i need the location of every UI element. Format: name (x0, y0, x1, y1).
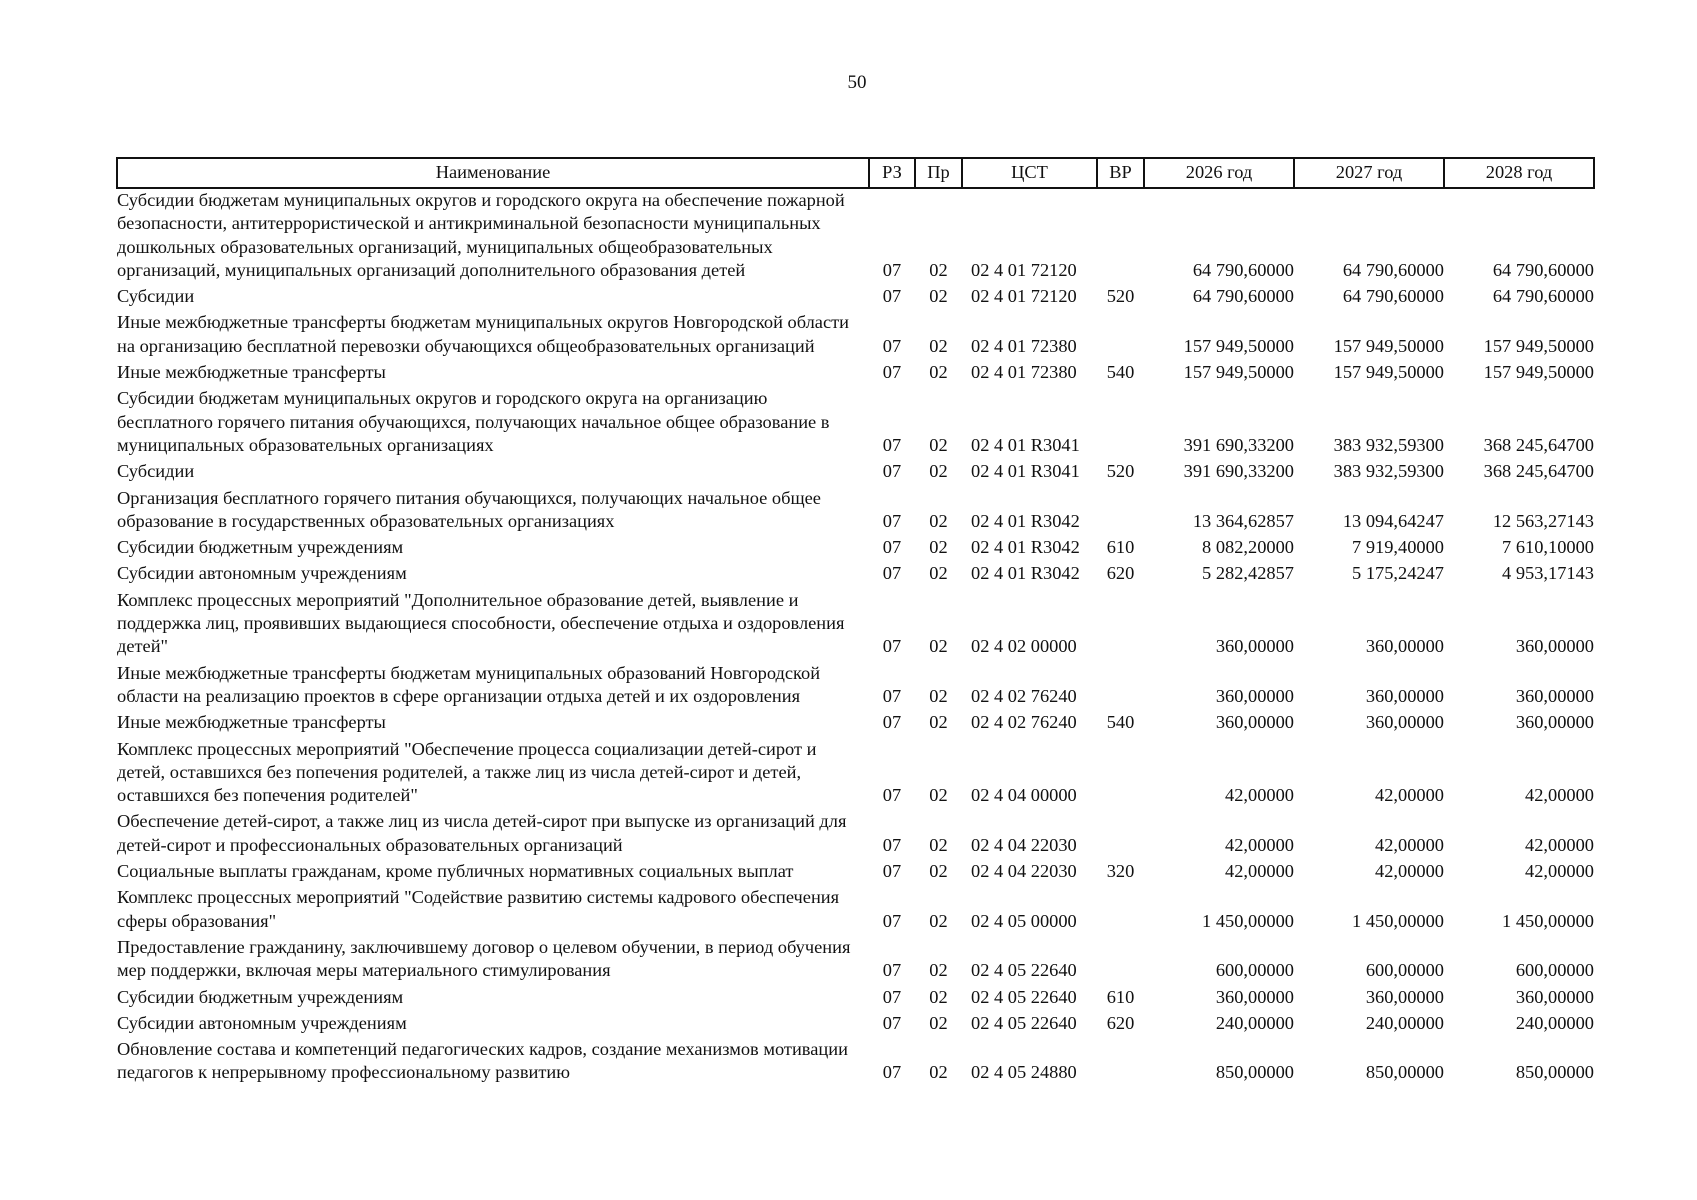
row-2027: 850,00000 (1365, 1062, 1444, 1083)
header-name: Наименование (117, 158, 869, 188)
row-2028: 368 245,64700 (1483, 434, 1594, 455)
row-2026: 391 690,33200 (1183, 461, 1294, 482)
table-row (117, 860, 1594, 886)
row-vr (1097, 662, 1144, 712)
row-2026: 360,00000 (1215, 685, 1294, 706)
row-2027: 600,00000 (1365, 960, 1444, 981)
header-2026: 2026 год (1144, 158, 1294, 188)
row-name: Субсидии автономным учреждениям (117, 1012, 407, 1033)
row-pr: 02 (929, 434, 948, 455)
row-2026: 1 450,00000 (1202, 910, 1294, 931)
row-rz: 07 (882, 434, 902, 455)
row-vr (1097, 936, 1144, 986)
row-2027: 64 790,60000 (1342, 259, 1444, 280)
row-pr: 02 (929, 335, 948, 356)
row-cst: 02 4 01 R3042 (971, 510, 1080, 531)
row-2028: 42,00000 (1525, 785, 1594, 806)
row-cst: 02 4 02 76240 (971, 712, 1077, 733)
row-2028: 360,00000 (1515, 986, 1594, 1007)
row-rz: 07 (882, 335, 902, 356)
row-name: Субсидии бюджетам муниципальных округов и городского округа на обеспечение пожарной безопасности, антитеррористической и антикриминальной безопасности муниципальных дошкольных образовательных организаций, муниципальных общеобразовательных организаций, муниципальных организаций дополнительного образования детей (117, 190, 845, 280)
row-2027: 383 932,59300 (1333, 434, 1444, 455)
table-row (117, 188, 1594, 285)
row-name: Субсидии бюджетам муниципальных округов и городского округа на организацию бесплатного горячего питания обучающихся, получающих начальное общее образование в муниципальных образовательных организациях (117, 388, 830, 455)
row-pr: 02 (929, 510, 948, 531)
row-2026: 600,00000 (1215, 960, 1294, 981)
row-cst: 02 4 05 00000 (971, 910, 1077, 931)
row-pr: 02 (929, 636, 948, 657)
row-name: Иные межбюджетные трансферты (117, 362, 386, 383)
table-row (117, 738, 1594, 811)
budget-table (116, 157, 1595, 1088)
row-2028: 360,00000 (1515, 636, 1594, 657)
row-2028: 850,00000 (1515, 1062, 1594, 1083)
row-vr: 610 (1106, 986, 1135, 1007)
row-2027: 360,00000 (1365, 636, 1444, 657)
row-2028: 42,00000 (1525, 861, 1594, 882)
row-2027: 383 932,59300 (1333, 461, 1444, 482)
row-pr: 02 (929, 563, 948, 584)
row-rz: 07 (882, 1062, 902, 1083)
row-cst: 02 4 05 24880 (971, 1062, 1077, 1083)
row-2026: 157 949,50000 (1183, 362, 1294, 383)
row-2028: 7 610,10000 (1502, 537, 1594, 558)
table-row (117, 285, 1594, 311)
row-2028: 4 953,17143 (1502, 563, 1594, 584)
row-2027: 240,00000 (1365, 1012, 1444, 1033)
row-2028: 157 949,50000 (1483, 335, 1594, 356)
row-name: Организация бесплатного горячего питания обучающихся, получающих начальное общее образование в государственных образовательных организациях (117, 487, 821, 531)
row-cst: 02 4 02 00000 (971, 636, 1077, 657)
row-cst: 02 4 05 22640 (971, 960, 1077, 981)
row-2026: 42,00000 (1225, 834, 1294, 855)
row-rz: 07 (882, 834, 902, 855)
header-row (117, 158, 1594, 188)
table-row (117, 986, 1594, 1012)
row-2028: 12 563,27143 (1492, 510, 1594, 531)
row-2026: 240,00000 (1215, 1012, 1294, 1033)
row-2026: 13 364,62857 (1192, 510, 1294, 531)
row-name: Иные межбюджетные трансферты бюджетам муниципальных округов Новгородской области на организацию бесплатной перевозки обучающихся общеобразовательных организаций (117, 312, 850, 356)
row-cst: 02 4 05 22640 (971, 1012, 1077, 1033)
table-body (117, 188, 1594, 1088)
row-pr: 02 (929, 785, 948, 806)
row-2027: 157 949,50000 (1333, 335, 1444, 356)
row-2027: 5 175,24247 (1352, 563, 1444, 584)
header-2028: 2028 год (1444, 158, 1594, 188)
row-vr: 610 (1106, 537, 1135, 558)
row-pr: 02 (929, 362, 948, 383)
row-2026: 5 282,42857 (1202, 563, 1294, 584)
row-pr: 02 (929, 986, 948, 1007)
row-cst: 02 4 04 22030 (971, 834, 1077, 855)
row-pr: 02 (929, 537, 948, 558)
row-rz: 07 (882, 685, 902, 706)
row-cst: 02 4 01 72120 (971, 259, 1077, 280)
table-row (117, 487, 1594, 537)
row-vr (1097, 589, 1144, 662)
row-vr (1097, 387, 1144, 460)
row-vr (1097, 886, 1144, 936)
table-row (117, 810, 1594, 860)
row-rz: 07 (882, 461, 902, 482)
row-pr: 02 (929, 861, 948, 882)
row-cst: 02 4 01 R3041 (971, 434, 1080, 455)
row-rz: 07 (882, 785, 902, 806)
row-pr: 02 (929, 259, 948, 280)
table-row (117, 662, 1594, 712)
row-2028: 64 790,60000 (1492, 286, 1594, 307)
row-pr: 02 (929, 1012, 948, 1033)
header-pr: Пр (915, 158, 962, 188)
row-name: Иные межбюджетные трансферты бюджетам муниципальных образований Новгородской области на реализацию проектов в сфере организации отдыха детей и их оздоровления (117, 662, 821, 706)
row-rz: 07 (882, 712, 902, 733)
row-2027: 7 919,40000 (1352, 537, 1444, 558)
row-vr (1097, 487, 1144, 537)
row-pr: 02 (929, 461, 948, 482)
row-2027: 360,00000 (1365, 712, 1444, 733)
row-2026: 360,00000 (1215, 986, 1294, 1007)
row-rz: 07 (882, 1012, 902, 1033)
table-row (117, 311, 1594, 361)
table-row (117, 936, 1594, 986)
row-2026: 64 790,60000 (1192, 286, 1294, 307)
row-name: Иные межбюджетные трансферты (117, 712, 386, 733)
header-rz: РЗ (869, 158, 915, 188)
row-2027: 42,00000 (1375, 834, 1444, 855)
row-name: Субсидии бюджетным учреждениям (117, 986, 404, 1007)
table-row (117, 1038, 1594, 1088)
row-rz: 07 (882, 861, 902, 882)
row-name: Социальные выплаты гражданам, кроме публичных нормативных социальных выплат (117, 861, 794, 882)
row-rz: 07 (882, 362, 902, 383)
header-cst: ЦСТ (962, 158, 1097, 188)
row-pr: 02 (929, 712, 948, 733)
row-vr: 620 (1106, 1012, 1135, 1033)
row-rz: 07 (882, 636, 902, 657)
row-name: Предоставление гражданину, заключившему договор о целевом обучении, в период обучения мер поддержки, включая меры материального стимулирования (117, 936, 851, 981)
table-row (117, 589, 1594, 662)
row-pr: 02 (929, 1062, 948, 1083)
row-2027: 42,00000 (1375, 785, 1444, 806)
row-2026: 8 082,20000 (1202, 537, 1294, 558)
row-2026: 360,00000 (1215, 712, 1294, 733)
row-pr: 02 (929, 910, 948, 931)
table-header (117, 158, 1594, 188)
row-2027: 1 450,00000 (1352, 910, 1444, 931)
row-name: Комплекс процессных мероприятий "Обеспечение процесса социализации детей-сирот и детей, оставшихся без попечения родителей, а также лиц из числа детей-сирот и детей, оставшихся без попечения родителей" (117, 738, 817, 806)
row-vr: 540 (1106, 712, 1135, 733)
row-2028: 360,00000 (1515, 712, 1594, 733)
table-row (117, 387, 1594, 460)
row-cst: 02 4 01 72120 (971, 286, 1077, 307)
page-number: 50 (847, 72, 867, 93)
table-row (117, 562, 1594, 588)
table-row (117, 361, 1594, 387)
row-2026: 64 790,60000 (1192, 259, 1294, 280)
row-2026: 391 690,33200 (1183, 434, 1294, 455)
row-cst: 02 4 02 76240 (971, 685, 1077, 706)
row-rz: 07 (882, 259, 902, 280)
row-rz: 07 (882, 537, 902, 558)
table-row (117, 536, 1594, 562)
row-cst: 02 4 04 22030 (971, 861, 1077, 882)
row-2028: 368 245,64700 (1483, 461, 1594, 482)
row-2028: 600,00000 (1515, 960, 1594, 981)
row-2026: 850,00000 (1215, 1062, 1294, 1083)
row-name: Субсидии (117, 286, 195, 307)
row-vr (1097, 311, 1144, 361)
header-vr: ВР (1097, 158, 1144, 188)
row-2026: 157 949,50000 (1183, 335, 1294, 356)
row-rz: 07 (882, 960, 902, 981)
row-name: Комплекс процессных мероприятий "Дополнительное образование детей, выявление и поддержка лиц, проявивших выдающиеся способности, обеспечение отдыха и оздоровления детей" (117, 589, 845, 657)
row-name: Субсидии (117, 461, 195, 482)
row-rz: 07 (882, 563, 902, 584)
table-row (117, 886, 1594, 936)
row-name: Комплекс процессных мероприятий "Содействие развитию системы кадрового обеспечения сферы образования" (117, 887, 840, 931)
row-2026: 360,00000 (1215, 636, 1294, 657)
row-vr: 320 (1106, 861, 1135, 882)
row-rz: 07 (882, 910, 902, 931)
row-2028: 360,00000 (1515, 685, 1594, 706)
table-row (117, 460, 1594, 486)
row-2028: 240,00000 (1515, 1012, 1594, 1033)
row-cst: 02 4 01 R3041 (971, 461, 1080, 482)
row-cst: 02 4 01 R3042 (971, 537, 1080, 558)
row-2027: 42,00000 (1375, 861, 1444, 882)
row-2026: 42,00000 (1225, 861, 1294, 882)
row-name: Обновление состава и компетенций педагогических кадров, создание механизмов мотивации педагогов к непрерывному профессиональному развитию (117, 1039, 848, 1083)
row-cst: 02 4 01 R3042 (971, 563, 1080, 584)
row-vr (1097, 810, 1144, 860)
table-row (117, 1012, 1594, 1038)
row-rz: 07 (882, 510, 902, 531)
row-cst: 02 4 01 72380 (971, 335, 1077, 356)
row-name: Субсидии бюджетным учреждениям (117, 537, 404, 558)
row-2027: 360,00000 (1365, 986, 1444, 1007)
row-2027: 360,00000 (1365, 685, 1444, 706)
row-cst: 02 4 05 22640 (971, 986, 1077, 1007)
row-vr: 520 (1106, 286, 1135, 307)
row-2028: 42,00000 (1525, 834, 1594, 855)
row-pr: 02 (929, 834, 948, 855)
row-vr: 620 (1106, 563, 1135, 584)
row-vr (1097, 1038, 1144, 1088)
row-2028: 64 790,60000 (1492, 259, 1594, 280)
row-cst: 02 4 01 72380 (971, 362, 1077, 383)
row-cst: 02 4 04 00000 (971, 785, 1077, 806)
row-vr: 540 (1106, 362, 1135, 383)
row-pr: 02 (929, 286, 948, 307)
row-rz: 07 (882, 286, 902, 307)
row-2028: 157 949,50000 (1483, 362, 1594, 383)
row-pr: 02 (929, 685, 948, 706)
row-vr (1097, 738, 1144, 811)
table-row (117, 711, 1594, 737)
row-name: Обеспечение детей-сирот, а также лиц из числа детей-сирот при выпуске из организаций для детей-сирот и профессиональных образовательных организаций (117, 811, 847, 855)
row-vr (1097, 188, 1144, 285)
row-2026: 42,00000 (1225, 785, 1294, 806)
row-2027: 64 790,60000 (1342, 286, 1444, 307)
row-2027: 13 094,64247 (1342, 510, 1444, 531)
row-vr: 520 (1106, 461, 1135, 482)
header-2027: 2027 год (1294, 158, 1444, 188)
row-name: Субсидии автономным учреждениям (117, 563, 407, 584)
row-rz: 07 (882, 986, 902, 1007)
row-2027: 157 949,50000 (1333, 362, 1444, 383)
row-pr: 02 (929, 960, 948, 981)
row-2028: 1 450,00000 (1502, 910, 1594, 931)
